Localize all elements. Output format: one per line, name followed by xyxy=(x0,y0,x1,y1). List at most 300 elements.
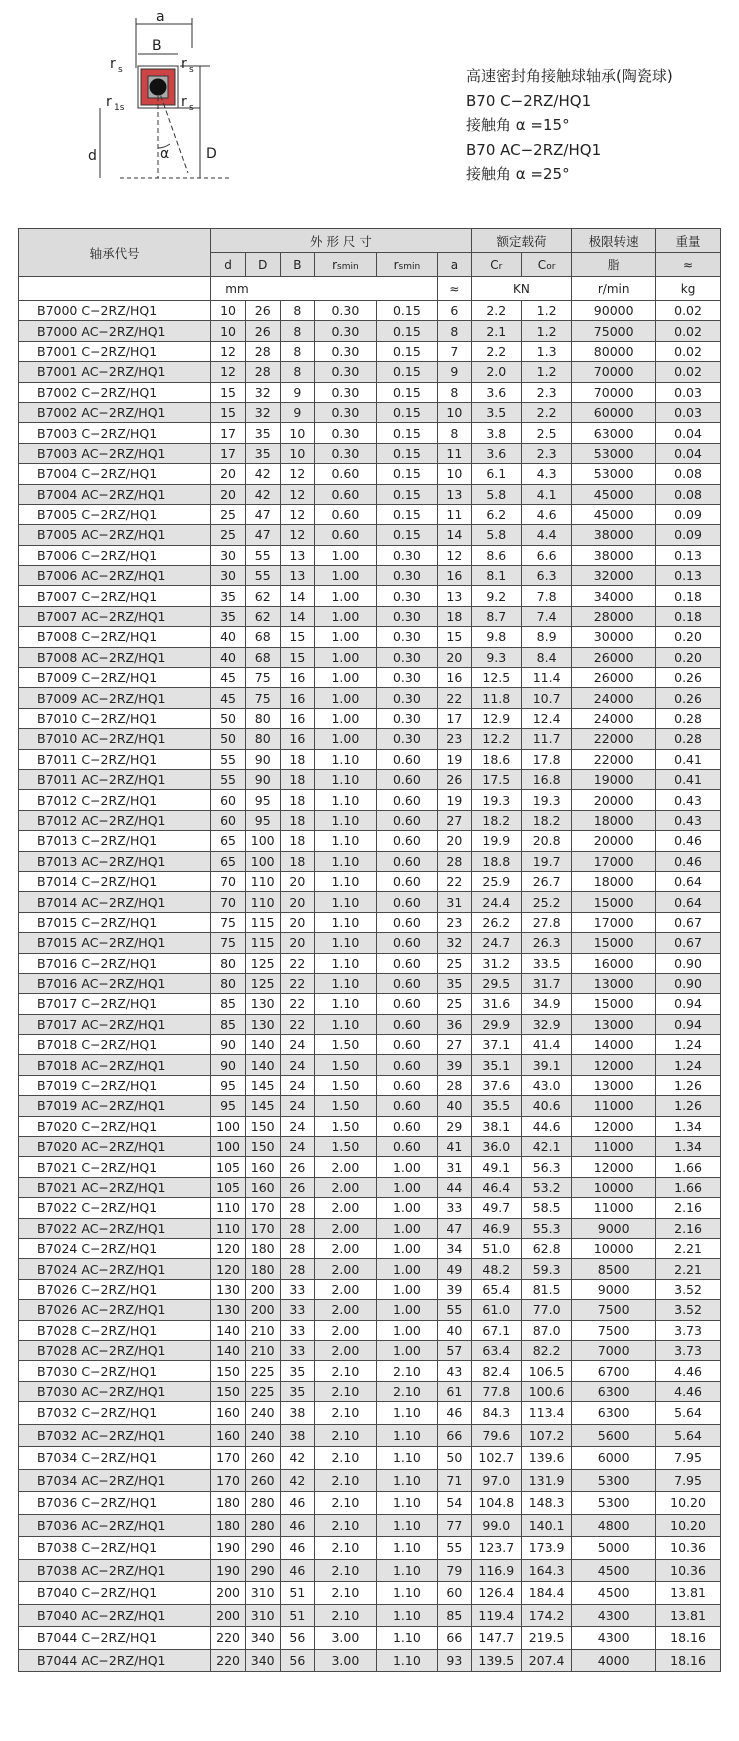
series-ac-code: B70 AC−2RZ/HQ1 xyxy=(466,140,602,159)
cell-d: 105 xyxy=(211,1157,246,1177)
cell-speed: 18000 xyxy=(572,871,656,891)
cell-model: B7006 C−2RZ/HQ1 xyxy=(19,545,211,565)
cell-model: B7012 AC−2RZ/HQ1 xyxy=(19,810,211,830)
cell-rsmin: 3.00 xyxy=(315,1627,376,1650)
cell-model: B7024 AC−2RZ/HQ1 xyxy=(19,1259,211,1279)
cell-B: 18 xyxy=(280,749,315,769)
cell-cor: 26.3 xyxy=(521,933,571,953)
header-dims: 外 形 尺 寸 xyxy=(211,229,471,253)
cell-D: 115 xyxy=(245,912,280,932)
cell-rsmin: 1.50 xyxy=(315,1096,376,1116)
table-row xyxy=(19,892,721,912)
cell-r1smin: 0.15 xyxy=(376,423,437,443)
cell-model: B7013 C−2RZ/HQ1 xyxy=(19,831,211,851)
cell-speed: 8500 xyxy=(572,1259,656,1279)
cell-a: 85 xyxy=(438,1604,472,1627)
cell-model: B7022 AC−2RZ/HQ1 xyxy=(19,1218,211,1238)
cell-a: 34 xyxy=(438,1238,472,1258)
dim-B-label: B xyxy=(152,38,162,54)
cell-r1smin: 0.30 xyxy=(376,545,437,565)
cell-D: 90 xyxy=(245,769,280,789)
cell-weight: 0.90 xyxy=(656,953,721,973)
cell-model: B7011 C−2RZ/HQ1 xyxy=(19,749,211,769)
cell-r1smin: 0.15 xyxy=(376,504,437,524)
cell-rsmin: 2.10 xyxy=(315,1402,376,1425)
cell-d: 220 xyxy=(211,1627,246,1650)
cell-cr: 97.0 xyxy=(471,1469,521,1492)
alpha-label: α xyxy=(160,146,170,162)
cell-d: 35 xyxy=(211,586,246,606)
cell-cr: 17.5 xyxy=(471,769,521,789)
cell-B: 46 xyxy=(280,1492,315,1515)
cell-cr: 29.9 xyxy=(471,1014,521,1034)
cell-D: 95 xyxy=(245,810,280,830)
cell-cr: 119.4 xyxy=(471,1604,521,1627)
cell-speed: 38000 xyxy=(572,545,656,565)
cell-D: 200 xyxy=(245,1300,280,1320)
table-row xyxy=(19,1300,721,1320)
table-row xyxy=(19,912,721,932)
cell-D: 26 xyxy=(245,321,280,341)
cell-rsmin: 2.00 xyxy=(315,1320,376,1340)
cell-D: 150 xyxy=(245,1137,280,1157)
header-a: a xyxy=(438,253,472,277)
cell-rsmin: 2.10 xyxy=(315,1469,376,1492)
cell-B: 33 xyxy=(280,1340,315,1360)
cell-cor: 58.5 xyxy=(521,1198,571,1218)
cell-cor: 33.5 xyxy=(521,953,571,973)
cell-D: 32 xyxy=(245,402,280,422)
cell-weight: 0.67 xyxy=(656,933,721,953)
cell-weight: 10.20 xyxy=(656,1514,721,1537)
cell-a: 55 xyxy=(438,1537,472,1560)
cell-rsmin: 2.10 xyxy=(315,1514,376,1537)
cell-speed: 20000 xyxy=(572,831,656,851)
cell-D: 225 xyxy=(245,1381,280,1401)
cell-r1smin: 0.60 xyxy=(376,790,437,810)
cell-D: 145 xyxy=(245,1075,280,1095)
cell-D: 200 xyxy=(245,1279,280,1299)
cell-speed: 6000 xyxy=(572,1447,656,1470)
cell-cor: 20.8 xyxy=(521,831,571,851)
cell-cor: 81.5 xyxy=(521,1279,571,1299)
cell-cr: 2.0 xyxy=(471,362,521,382)
cell-weight: 10.36 xyxy=(656,1559,721,1582)
table-row xyxy=(19,1340,721,1360)
cell-cor: 19.7 xyxy=(521,851,571,871)
svg-text:s: s xyxy=(118,65,123,75)
cell-B: 24 xyxy=(280,1096,315,1116)
cell-model: B7017 C−2RZ/HQ1 xyxy=(19,994,211,1014)
header-grease: 脂 xyxy=(572,253,656,277)
cell-B: 20 xyxy=(280,933,315,953)
cell-r1smin: 0.60 xyxy=(376,1014,437,1034)
cell-speed: 10000 xyxy=(572,1177,656,1197)
cell-rsmin: 0.30 xyxy=(315,301,376,321)
cell-d: 40 xyxy=(211,627,246,647)
table-row xyxy=(19,1381,721,1401)
cell-B: 20 xyxy=(280,912,315,932)
cell-model: B7001 AC−2RZ/HQ1 xyxy=(19,362,211,382)
cell-rsmin: 2.00 xyxy=(315,1198,376,1218)
table-row xyxy=(19,810,721,830)
cell-rsmin: 0.30 xyxy=(315,443,376,463)
cell-weight: 0.09 xyxy=(656,525,721,545)
cell-d: 95 xyxy=(211,1096,246,1116)
cell-D: 47 xyxy=(245,525,280,545)
cell-r1smin: 0.60 xyxy=(376,851,437,871)
cell-a: 22 xyxy=(438,871,472,891)
cell-rsmin: 0.30 xyxy=(315,321,376,341)
cell-rsmin: 0.30 xyxy=(315,362,376,382)
table-row xyxy=(19,1198,721,1218)
cell-cor: 56.3 xyxy=(521,1157,571,1177)
series-c-code: B70 C−2RZ/HQ1 xyxy=(466,91,592,110)
table-row xyxy=(19,1055,721,1075)
cell-rsmin: 1.50 xyxy=(315,1035,376,1055)
cell-cor: 2.5 xyxy=(521,423,571,443)
cell-D: 26 xyxy=(245,301,280,321)
cell-a: 66 xyxy=(438,1627,472,1650)
cell-weight: 0.18 xyxy=(656,586,721,606)
cell-model: B7010 C−2RZ/HQ1 xyxy=(19,708,211,728)
cell-speed: 5600 xyxy=(572,1424,656,1447)
cell-cor: 87.0 xyxy=(521,1320,571,1340)
cell-speed: 16000 xyxy=(572,953,656,973)
cell-speed: 10000 xyxy=(572,1238,656,1258)
cell-model: B7026 C−2RZ/HQ1 xyxy=(19,1279,211,1299)
cell-a: 43 xyxy=(438,1361,472,1381)
cell-speed: 15000 xyxy=(572,892,656,912)
cell-cor: 6.3 xyxy=(521,566,571,586)
cell-cor: 11.4 xyxy=(521,668,571,688)
cell-r1smin: 1.00 xyxy=(376,1320,437,1340)
cell-rsmin: 1.00 xyxy=(315,668,376,688)
cell-cr: 18.8 xyxy=(471,851,521,871)
cell-D: 310 xyxy=(245,1582,280,1605)
cell-a: 15 xyxy=(438,627,472,647)
cell-r1smin: 1.10 xyxy=(376,1469,437,1492)
cell-r1smin: 0.15 xyxy=(376,301,437,321)
cell-cr: 8.1 xyxy=(471,566,521,586)
cell-a: 32 xyxy=(438,933,472,953)
rs-inner-label: r xyxy=(181,94,187,110)
table-row xyxy=(19,1492,721,1515)
table-row xyxy=(19,790,721,810)
cell-rsmin: 1.00 xyxy=(315,627,376,647)
cell-d: 140 xyxy=(211,1320,246,1340)
cell-r1smin: 0.30 xyxy=(376,606,437,626)
table-row xyxy=(19,1559,721,1582)
cell-speed: 5300 xyxy=(572,1469,656,1492)
cell-weight: 10.36 xyxy=(656,1537,721,1560)
cell-r1smin: 0.60 xyxy=(376,1075,437,1095)
cell-rsmin: 2.00 xyxy=(315,1218,376,1238)
cell-D: 160 xyxy=(245,1177,280,1197)
cell-d: 170 xyxy=(211,1447,246,1470)
cell-cor: 59.3 xyxy=(521,1259,571,1279)
cell-model: B7015 AC−2RZ/HQ1 xyxy=(19,933,211,953)
cell-D: 290 xyxy=(245,1537,280,1560)
cell-model: B7014 C−2RZ/HQ1 xyxy=(19,871,211,891)
cell-speed: 75000 xyxy=(572,321,656,341)
cell-B: 35 xyxy=(280,1361,315,1381)
cell-a: 29 xyxy=(438,1116,472,1136)
cell-weight: 3.52 xyxy=(656,1300,721,1320)
cell-rsmin: 1.10 xyxy=(315,1014,376,1034)
cell-model: B7038 AC−2RZ/HQ1 xyxy=(19,1559,211,1582)
cell-cor: 148.3 xyxy=(521,1492,571,1515)
table-row xyxy=(19,1238,721,1258)
cell-d: 190 xyxy=(211,1537,246,1560)
cell-speed: 9000 xyxy=(572,1279,656,1299)
cell-speed: 70000 xyxy=(572,382,656,402)
cell-B: 22 xyxy=(280,953,315,973)
cell-weight: 0.26 xyxy=(656,688,721,708)
cell-d: 200 xyxy=(211,1582,246,1605)
cell-r1smin: 0.15 xyxy=(376,402,437,422)
cell-a: 20 xyxy=(438,831,472,851)
cell-r1smin: 0.30 xyxy=(376,647,437,667)
table-row xyxy=(19,1514,721,1537)
cell-speed: 5000 xyxy=(572,1537,656,1560)
cell-weight: 3.73 xyxy=(656,1340,721,1360)
cell-a: 77 xyxy=(438,1514,472,1537)
cell-d: 45 xyxy=(211,668,246,688)
cell-speed: 63000 xyxy=(572,423,656,443)
cell-cr: 5.8 xyxy=(471,484,521,504)
cell-B: 14 xyxy=(280,586,315,606)
cell-D: 28 xyxy=(245,341,280,361)
cell-cor: 27.8 xyxy=(521,912,571,932)
cell-cor: 7.4 xyxy=(521,606,571,626)
cell-B: 20 xyxy=(280,892,315,912)
cell-r1smin: 0.15 xyxy=(376,321,437,341)
cell-model: B7020 C−2RZ/HQ1 xyxy=(19,1116,211,1136)
cell-D: 130 xyxy=(245,994,280,1014)
cell-cor: 31.7 xyxy=(521,973,571,993)
cell-a: 16 xyxy=(438,566,472,586)
cell-d: 90 xyxy=(211,1035,246,1055)
cell-speed: 4300 xyxy=(572,1627,656,1650)
cell-speed: 11000 xyxy=(572,1137,656,1157)
cell-d: 160 xyxy=(211,1424,246,1447)
cell-B: 56 xyxy=(280,1627,315,1650)
cell-rsmin: 1.00 xyxy=(315,586,376,606)
cell-cor: 77.0 xyxy=(521,1300,571,1320)
cell-cor: 2.3 xyxy=(521,443,571,463)
cell-D: 68 xyxy=(245,647,280,667)
cell-rsmin: 2.10 xyxy=(315,1447,376,1470)
rs-left-label: r xyxy=(110,56,116,72)
cell-weight: 0.20 xyxy=(656,647,721,667)
cell-cr: 24.7 xyxy=(471,933,521,953)
cell-r1smin: 0.15 xyxy=(376,382,437,402)
cell-model: B7038 C−2RZ/HQ1 xyxy=(19,1537,211,1560)
cell-rsmin: 2.00 xyxy=(315,1279,376,1299)
cell-B: 51 xyxy=(280,1604,315,1627)
cell-B: 18 xyxy=(280,851,315,871)
cell-d: 55 xyxy=(211,749,246,769)
cell-D: 42 xyxy=(245,464,280,484)
table-row xyxy=(19,1537,721,1560)
cell-D: 115 xyxy=(245,933,280,953)
cell-model: B7028 AC−2RZ/HQ1 xyxy=(19,1340,211,1360)
cell-speed: 4800 xyxy=(572,1514,656,1537)
cell-speed: 7000 xyxy=(572,1340,656,1360)
table-row xyxy=(19,1177,721,1197)
cell-d: 200 xyxy=(211,1604,246,1627)
cell-a: 49 xyxy=(438,1259,472,1279)
cell-B: 56 xyxy=(280,1649,315,1672)
table-row xyxy=(19,627,721,647)
cell-model: B7009 AC−2RZ/HQ1 xyxy=(19,688,211,708)
cell-B: 12 xyxy=(280,484,315,504)
cell-cor: 8.4 xyxy=(521,647,571,667)
table-row xyxy=(19,606,721,626)
cell-D: 90 xyxy=(245,749,280,769)
table-row xyxy=(19,688,721,708)
cell-B: 18 xyxy=(280,831,315,851)
cell-D: 100 xyxy=(245,851,280,871)
cell-a: 40 xyxy=(438,1096,472,1116)
cell-a: 10 xyxy=(438,402,472,422)
cell-weight: 0.02 xyxy=(656,341,721,361)
cell-speed: 13000 xyxy=(572,1075,656,1095)
cell-a: 28 xyxy=(438,851,472,871)
cell-speed: 11000 xyxy=(572,1198,656,1218)
cell-B: 42 xyxy=(280,1447,315,1470)
cell-r1smin: 0.60 xyxy=(376,994,437,1014)
cell-r1smin: 0.15 xyxy=(376,443,437,463)
cell-weight: 0.41 xyxy=(656,749,721,769)
cell-model: B7010 AC−2RZ/HQ1 xyxy=(19,729,211,749)
cell-r1smin: 1.00 xyxy=(376,1198,437,1218)
cell-d: 110 xyxy=(211,1218,246,1238)
cell-speed: 20000 xyxy=(572,790,656,810)
unit-a: ≈ xyxy=(438,277,472,301)
cell-D: 260 xyxy=(245,1469,280,1492)
cell-a: 44 xyxy=(438,1177,472,1197)
cell-B: 12 xyxy=(280,464,315,484)
cell-a: 35 xyxy=(438,973,472,993)
cell-d: 70 xyxy=(211,871,246,891)
cell-cr: 35.1 xyxy=(471,1055,521,1075)
cell-speed: 12000 xyxy=(572,1055,656,1075)
table-row xyxy=(19,729,721,749)
table-row xyxy=(19,423,721,443)
cell-cr: 139.5 xyxy=(471,1649,521,1672)
cell-cr: 6.1 xyxy=(471,464,521,484)
cell-rsmin: 1.50 xyxy=(315,1116,376,1136)
cell-cor: 17.8 xyxy=(521,749,571,769)
cell-model: B7021 AC−2RZ/HQ1 xyxy=(19,1177,211,1197)
cell-d: 105 xyxy=(211,1177,246,1197)
cell-cr: 2.2 xyxy=(471,341,521,361)
cell-r1smin: 0.30 xyxy=(376,566,437,586)
cell-d: 60 xyxy=(211,790,246,810)
cell-r1smin: 1.00 xyxy=(376,1157,437,1177)
cell-rsmin: 1.10 xyxy=(315,892,376,912)
cell-D: 35 xyxy=(245,423,280,443)
cell-d: 60 xyxy=(211,810,246,830)
cell-speed: 24000 xyxy=(572,688,656,708)
cell-model: B7005 AC−2RZ/HQ1 xyxy=(19,525,211,545)
cell-d: 150 xyxy=(211,1381,246,1401)
table-row xyxy=(19,769,721,789)
cell-r1smin: 1.00 xyxy=(376,1218,437,1238)
cell-D: 210 xyxy=(245,1340,280,1360)
cell-B: 26 xyxy=(280,1157,315,1177)
cell-a: 61 xyxy=(438,1381,472,1401)
cell-weight: 0.18 xyxy=(656,606,721,626)
cell-a: 25 xyxy=(438,994,472,1014)
cell-d: 50 xyxy=(211,708,246,728)
cell-cor: 19.3 xyxy=(521,790,571,810)
unit-kn: KN xyxy=(471,277,572,301)
cell-cr: 123.7 xyxy=(471,1537,521,1560)
cell-cor: 26.7 xyxy=(521,871,571,891)
cell-r1smin: 1.00 xyxy=(376,1238,437,1258)
cell-speed: 53000 xyxy=(572,464,656,484)
cell-cr: 99.0 xyxy=(471,1514,521,1537)
cell-a: 31 xyxy=(438,892,472,912)
cell-speed: 6300 xyxy=(572,1381,656,1401)
cell-r1smin: 1.00 xyxy=(376,1300,437,1320)
cell-D: 80 xyxy=(245,708,280,728)
cell-d: 20 xyxy=(211,464,246,484)
cell-weight: 3.73 xyxy=(656,1320,721,1340)
cell-model: B7008 C−2RZ/HQ1 xyxy=(19,627,211,647)
cell-cor: 1.2 xyxy=(521,301,571,321)
cell-weight: 0.28 xyxy=(656,729,721,749)
cell-cr: 102.7 xyxy=(471,1447,521,1470)
cell-cor: 4.6 xyxy=(521,504,571,524)
cell-cr: 46.4 xyxy=(471,1177,521,1197)
cell-speed: 45000 xyxy=(572,504,656,524)
cell-r1smin: 1.10 xyxy=(376,1582,437,1605)
dim-d-label: d xyxy=(88,148,97,164)
cell-a: 28 xyxy=(438,1075,472,1095)
cell-d: 100 xyxy=(211,1137,246,1157)
cell-a: 19 xyxy=(438,790,472,810)
cell-r1smin: 1.10 xyxy=(376,1649,437,1672)
rs-right-label: r xyxy=(181,56,187,72)
cell-a: 16 xyxy=(438,668,472,688)
cell-B: 15 xyxy=(280,627,315,647)
cell-rsmin: 2.00 xyxy=(315,1259,376,1279)
cell-r1smin: 0.60 xyxy=(376,953,437,973)
cell-a: 8 xyxy=(438,382,472,402)
table-row xyxy=(19,341,721,361)
cell-rsmin: 2.10 xyxy=(315,1582,376,1605)
cell-model: B7006 AC−2RZ/HQ1 xyxy=(19,566,211,586)
cell-B: 33 xyxy=(280,1300,315,1320)
cell-d: 55 xyxy=(211,769,246,789)
cell-speed: 18000 xyxy=(572,810,656,830)
cell-d: 17 xyxy=(211,423,246,443)
cell-cr: 29.5 xyxy=(471,973,521,993)
cell-cor: 4.3 xyxy=(521,464,571,484)
cell-speed: 24000 xyxy=(572,708,656,728)
cell-d: 100 xyxy=(211,1116,246,1136)
cell-d: 10 xyxy=(211,301,246,321)
cell-B: 18 xyxy=(280,769,315,789)
cell-B: 24 xyxy=(280,1116,315,1136)
cell-d: 220 xyxy=(211,1649,246,1672)
cell-cor: 43.0 xyxy=(521,1075,571,1095)
cell-speed: 12000 xyxy=(572,1157,656,1177)
